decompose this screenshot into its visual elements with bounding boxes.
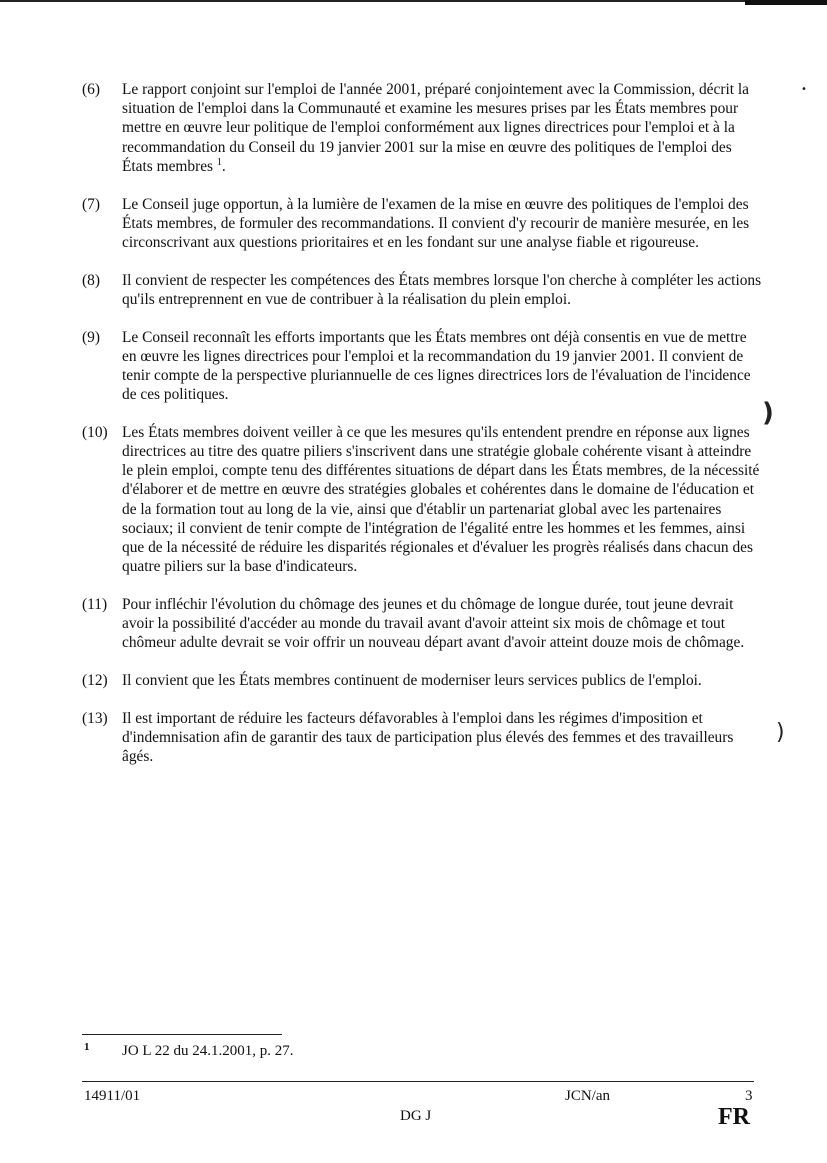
document-body — [82, 80, 762, 785]
footnote-reference: 1 — [216, 156, 222, 168]
paragraph-11 — [82, 595, 762, 653]
paragraph-text: Les États membres doivent veiller à ce que les mesures qu'ils entendent prendre en réponse aux lignes directrices au titre des quatre piliers s'inscrivent dans une stratégie globale cohérente visant à atteindre le plein emploi, compte tenu des différentes situations de départ dans les États membres, de la nécessité d'élaborer et de mettre en œuvre des stratégies globales et cohérentes dans le domaine de l'éducation et de la formation tout au long de la vie, ainsi que d'établir un partenariat global avec les partenaires sociaux; il convient de tenir compte de l'intégration de l'égalité entre les hommes et les femmes, ainsi que de la nécessité de réduire les disparités régionales et d'évaluer les progrès réalisés dans chacun des quatre piliers sur la base d'indicateurs. — [122, 423, 760, 576]
paragraph-number: (7) — [82, 195, 100, 213]
paragraph-12 — [82, 671, 762, 690]
footer-separator — [82, 1081, 754, 1082]
author-initials: JCN/an — [565, 1088, 610, 1104]
paragraph-8 — [82, 271, 762, 309]
paragraph-number: (6) — [82, 81, 100, 98]
footnote-text: JO L 22 du 24.1.2001, p. 27. — [122, 1043, 294, 1059]
scan-artifact-dot: • — [801, 84, 807, 95]
paragraph-number: (11) — [82, 595, 108, 613]
paragraph-text: Le Conseil reconnaît les efforts importants que les États membres ont déjà consentis en vue de mettre en œuvre les lignes directrices pour l'emploi et la recommandation du 19 janvier 2001. Il convient de tenir compte de la perspective pluriannuelle de ces lignes directrices lors de l'évaluation de l'incidence de ces politiques. — [122, 328, 751, 404]
paragraph-9 — [82, 328, 762, 405]
language-code: FR — [718, 1104, 750, 1130]
paragraph-text: Le Conseil juge opportun, à la lumière de l'examen de la mise en œuvre des politiques de l'emploi des États membres, de formuler des recommandations. Il convient d'y recourir de manière mesurée, en les circonscrivant aux questions prioritaires et en les fondant sur une analyse fiable et rigoureuse. — [122, 195, 750, 251]
paragraph-7 — [82, 195, 762, 253]
paragraph-number: (10) — [82, 423, 108, 441]
paragraph-number: (13) — [82, 709, 108, 727]
paragraph-number: (9) — [82, 328, 100, 346]
scan-artifact-mark: ) — [776, 720, 785, 745]
paragraph-6 — [82, 80, 762, 176]
paragraph-text: Pour infléchir l'évolution du chômage des jeunes et du chômage de longue durée, tout jeune devrait avoir la possibilité d'accéder au monde du travail avant d'avoir atteint six mois de chômage et tout chômeur adulte devrait se voir offrir un nouveau départ avant d'avoir atteint douze mois de chômage. — [122, 595, 745, 652]
paragraph-10 — [82, 423, 762, 577]
top-border-mark — [745, 0, 827, 5]
footnote-separator — [82, 1034, 282, 1035]
paragraph-text: Il convient que les États membres continuent de moderniser leurs services publics de l'emploi. — [122, 672, 702, 690]
paragraph-13 — [82, 709, 762, 767]
footnote-mark: 1 — [84, 1041, 90, 1053]
paragraph-number: (12) — [82, 672, 108, 690]
directorate-label: DG J — [400, 1108, 432, 1124]
page-number: 3 — [745, 1088, 753, 1104]
paragraph-text: Il est important de réduire les facteurs défavorables à l'emploi dans les régimes d'imposition et d'indemnisation afin de garantir des taux de participation plus élevés des femmes et des travailleurs âgés. — [122, 709, 734, 766]
scan-artifact-mark: ) — [762, 398, 774, 428]
paragraph-number: (8) — [82, 271, 100, 289]
document-reference: 14911/01 — [84, 1088, 141, 1104]
paragraph-text: Il convient de respecter les compétences des États membres lorsque l'on cherche à compléter les actions qu'ils entreprennent en vue de contribuer à la réalisation du plein emploi. — [122, 271, 762, 308]
paragraph-text: Le rapport conjoint sur l'emploi de l'année 2001, préparé conjointement avec la Commission, décrit la situation de l'emploi dans la Communauté et examine les mesures prises par les États membres pour mettre en œuvre leur politique de l'emploi conformément aux lignes directrices pour l'emploi et à la recommandation du Conseil du 19 janvier 2001 sur la mise en œuvre des politiques de l'emploi des États membres $^1$. — [122, 81, 749, 175]
top-border-line — [0, 0, 827, 2]
